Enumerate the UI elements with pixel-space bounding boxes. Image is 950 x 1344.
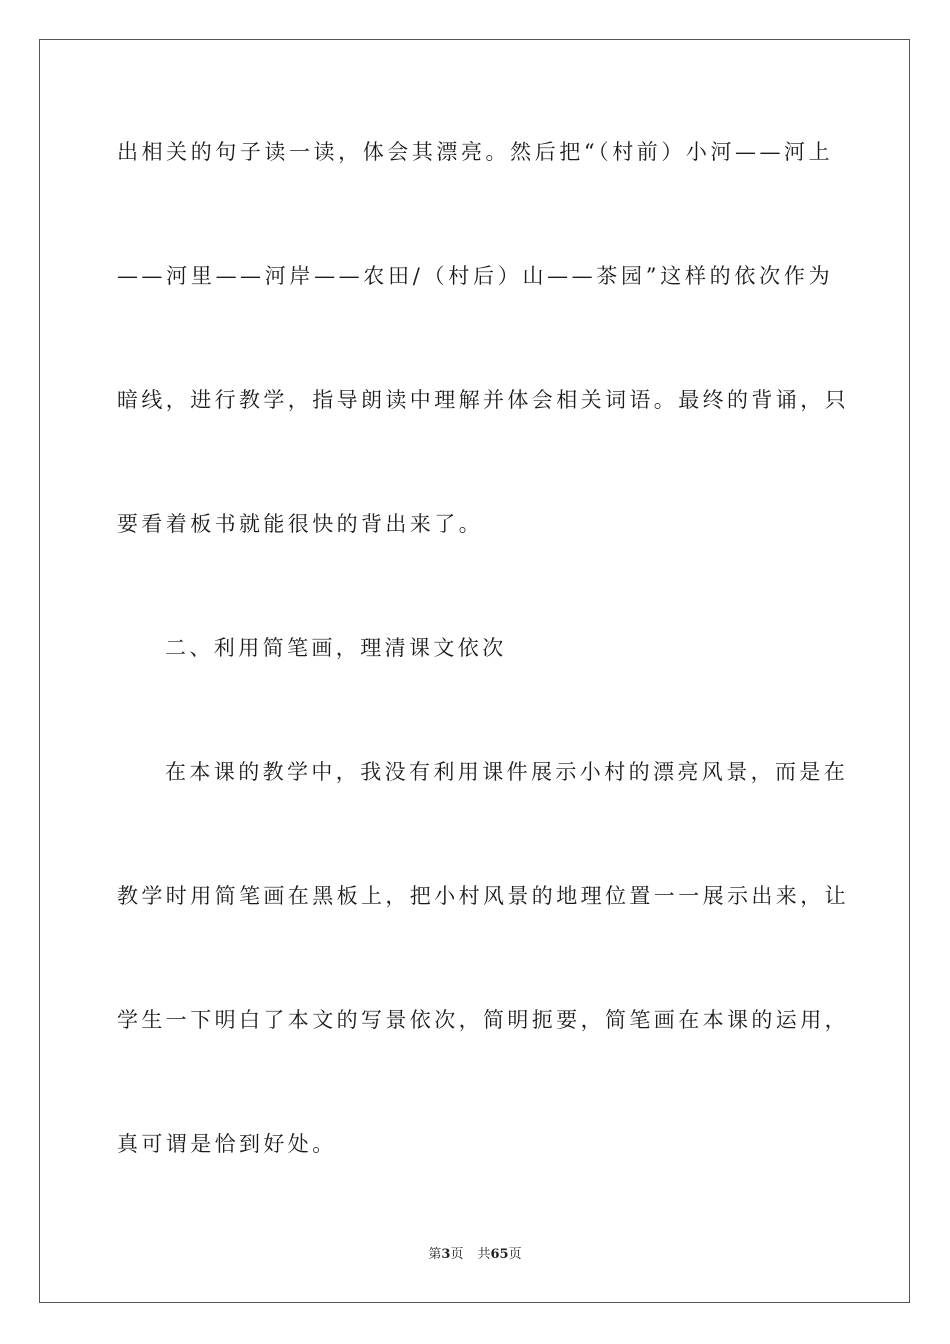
page-border <box>39 39 910 1303</box>
body-line-1: 出相关的句子读一读，体会其漂亮。然后把“（村前）小河——河上 <box>117 140 833 164</box>
total-pages: 65 <box>490 1247 509 1262</box>
total-prefix: 共 <box>477 1247 491 1262</box>
body-line-6: 在本课的教学中，我没有利用课件展示小村的漂亮风景，而是在 <box>165 760 849 784</box>
body-line-8: 学生一下明白了本文的写景依次，简明扼要，简笔画在本课的运用， <box>117 1008 849 1032</box>
section-heading: 二、利用简笔画，理清课文依次 <box>165 636 507 660</box>
page-number: 3 <box>441 1247 451 1262</box>
page-prefix: 第 <box>428 1247 442 1262</box>
body-line-9: 真可谓是恰到好处。 <box>117 1132 337 1156</box>
body-line-2: ——河里——河岸——农田/（村后）山——茶园”这样的依次作为 <box>117 264 833 288</box>
body-line-7: 教学时用简笔画在黑板上，把小村风景的地理位置一一展示出来，让 <box>117 884 849 908</box>
body-line-4: 要看着板书就能很快的背出来了。 <box>117 512 483 536</box>
page-footer <box>0 1246 950 1264</box>
total-suffix: 页 <box>508 1247 522 1262</box>
page-suffix: 页 <box>450 1247 464 1262</box>
body-line-3: 暗线，进行教学，指导朗读中理解并体会相关词语。最终的背诵，只 <box>117 388 849 412</box>
